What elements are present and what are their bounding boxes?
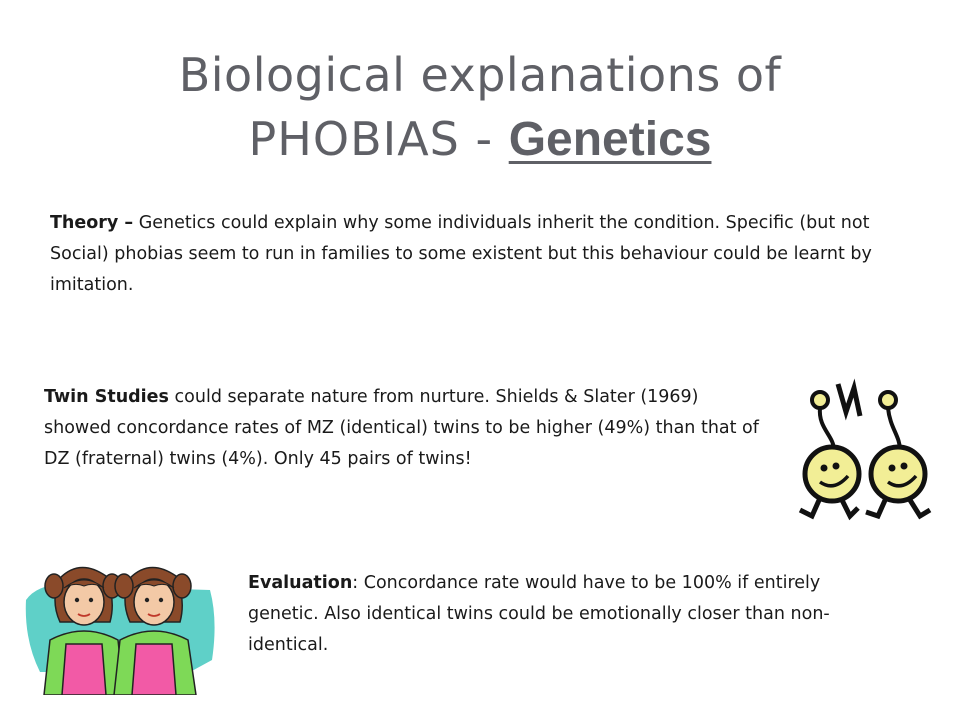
slide-title: [60, 44, 900, 173]
twin-girls-clipart-icon: [20, 560, 220, 695]
twin-studies-text: could separate nature from nurture. Shields & Slater (1969) showed concordance rates of MZ (identical) twins to be higher (49%) than that of DZ (fraternal) twins (4%). Only 45 pairs of twins!: [44, 387, 759, 469]
twin-studies-label: Twin Studies: [44, 387, 169, 407]
evaluation-paragraph: [248, 568, 888, 661]
twin-studies-paragraph: [44, 382, 764, 475]
evaluation-text: : Concordance rate would have to be 100% if entirely genetic. Also identical twins could be emotionally closer than non-identical.: [248, 573, 830, 655]
title-line-2: [60, 106, 900, 173]
title-line-1: Biological explanations of: [178, 48, 782, 102]
theory-label: Theory –: [50, 213, 134, 233]
title-phobias: PHOBIAS -: [248, 112, 509, 166]
theory-text: Genetics could explain why some individuals inherit the condition. Specific (but not Social) phobias seem to run in families to some existent but this behaviour could be learnt by imitation.: [50, 213, 872, 295]
theory-paragraph: [50, 208, 900, 301]
evaluation-label: Evaluation: [248, 573, 353, 593]
twin-figures-clipart-icon: [790, 378, 940, 528]
title-genetics: Genetics: [508, 113, 712, 166]
